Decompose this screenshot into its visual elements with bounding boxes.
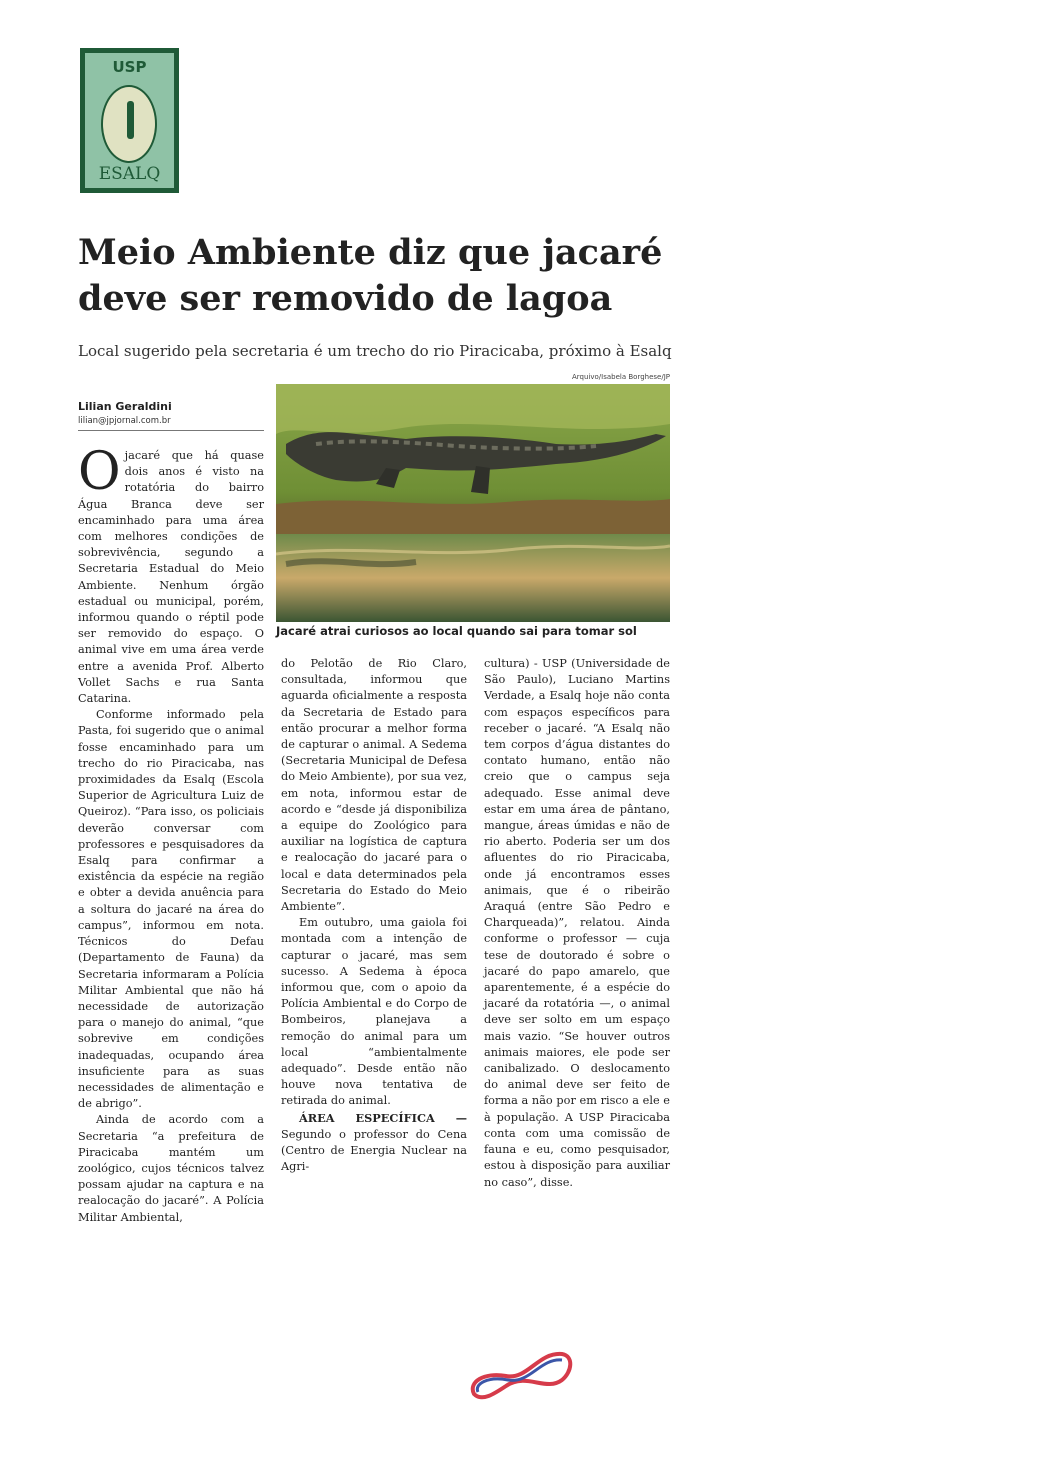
logo-panel <box>85 53 174 188</box>
paragraph-text: jacaré que há quase dois anos é visto na rotatória do bairro Água Branca deve ser encaminhado para uma área com melhores condições de sobrevivência, segundo a Secretaria Estadual do Meio Ambiente. Nenhum órgão estadual ou municipal, porém, informou quando o réptil pode ser removido do espaço. O animal vive em uma área verde entre a avenida Prof. Alberto Vollet Sachs e rua Santa Catarina. <box>78 449 264 706</box>
article-paragraph: Conforme informado pela Pasta, foi sugerido que o animal fosse encaminhado para um trecho do rio Piracicaba, nas proximidades da Esalq (Escola Superior de Agricultura Luiz de Queiroz). “Para isso, os policiais deverão conversar com professores e pesquisadores da Esalq para confirmar a existência da espécie na região e obter a devida anuência para a soltura do jacaré na área do campus”, informou em nota. Técnicos do Defau (Departamento de Fauna) da Secretaria informaram a Polícia Militar Ambiental que não há necessidade de autorização para o manejo do animal, “que sobrevive em condições inadequadas, ocupando área insuficiente para as suas necessidades de alimentação e de abrigo”. <box>78 708 264 1111</box>
paragraph-text: Segundo o professor do Cena (Centro de Energia Nuclear na Agri- <box>281 1127 467 1174</box>
photo-credit: Arquivo/Isabela Borghese/JP <box>572 373 670 381</box>
section-lead: ÁREA ESPECÍFICA — <box>299 1110 467 1125</box>
article-paragraph: Ainda de acordo com a Secretaria “a prefeitura de Piracicaba mantém um zoológico, cujos técnicos talvez possam ajudar na captura e na realocação do jacaré”. A Polícia Militar Ambiental, <box>78 1113 264 1224</box>
headline: Meio Ambiente diz que jacaré deve ser removido de lagoa <box>78 232 663 319</box>
footer-logo-mark <box>466 1342 576 1408</box>
logo-statue-figure <box>127 101 134 139</box>
footer-loop-icon <box>466 1342 576 1408</box>
author-name: Lilian Geraldini <box>78 400 172 413</box>
logo-esalq-text: ESALQ <box>98 164 161 184</box>
article-paragraph: do Pelotão de Rio Claro, consultada, informou que aguarda oficialmente a resposta da Secretaria de Estado para então procurar a melhor forma de capturar o animal. A Sedema (Secretaria Municipal de Defesa do Meio Ambiente), por sua vez, em nota, informou estar de acordo e “desde já disponibiliza a equipe do Zoológico para auxiliar na logística de captura e realocação do jacaré para o local e data determinados pela Secretaria do Estado do Meio Ambiente”. <box>281 657 467 914</box>
article-paragraph <box>281 1110 467 1176</box>
article-paragraph: cultura) - USP (Universidade de São Paulo), Luciano Martins Verdade, a Esalq hoje não conta com espaços específicos para receber o jacaré. “A Esalq não tem corpos d’água distantes do contato humano, então não creio que o campus seja adequado. Esse animal deve estar em uma área de pântano, mangue, áreas úmidas e não de rio aberto. Poderia ser um dos afluentes do rio Piracicaba, onde já encontramos esses animais, que é o ribeirão Araquá (entre São Pedro e Charqueada)”, relatou. Ainda conforme o professor — cuja tese de doutorado é sobre o jacaré do papo amarelo, que aparentemente, é a espécie do jacaré da rotatória —, o animal deve ser solto em um espaço mais vazio. “Se houver outros animais maiores, ele pode ser canibalizado. O deslocamento do animal deve ser feito de forma a não por em risco a ele e à população. A USP Piracicaba conta com uma comissão de fauna e eu, como pesquisador, estou à disposição para auxiliar no caso”, disse. <box>484 657 670 1189</box>
byline-divider <box>78 430 264 431</box>
logo-usp-text: USP <box>112 58 147 76</box>
author-email: lilian@jpjornal.com.br <box>78 416 171 426</box>
article-column-3 <box>484 656 670 1191</box>
alligator-photo-illustration <box>276 384 670 622</box>
alligator-photo <box>276 384 670 622</box>
drop-cap: O <box>78 442 121 502</box>
article-paragraph <box>78 442 264 707</box>
usp-esalq-logo <box>80 48 179 193</box>
photo-caption: Jacaré atrai curiosos ao local quando sai para tomar sol <box>276 624 637 638</box>
article-column-1 <box>78 442 264 1226</box>
subtitle: Local sugerido pela secretaria é um trecho do rio Piracicaba, próximo à Esalq <box>78 342 672 360</box>
article-column-2 <box>281 656 467 1176</box>
article-paragraph: Em outubro, uma gaiola foi montada com a intenção de capturar o jacaré, mas sem sucesso. A Sedema à época informou que, com o apoio da Polícia Ambiental e do Corpo de Bombeiros, planejava a remoção do animal para um local “ambientalmente adequado”. Desde então não houve nova tentativa de retirada do animal. <box>281 916 467 1108</box>
logo-emblem <box>101 85 157 163</box>
